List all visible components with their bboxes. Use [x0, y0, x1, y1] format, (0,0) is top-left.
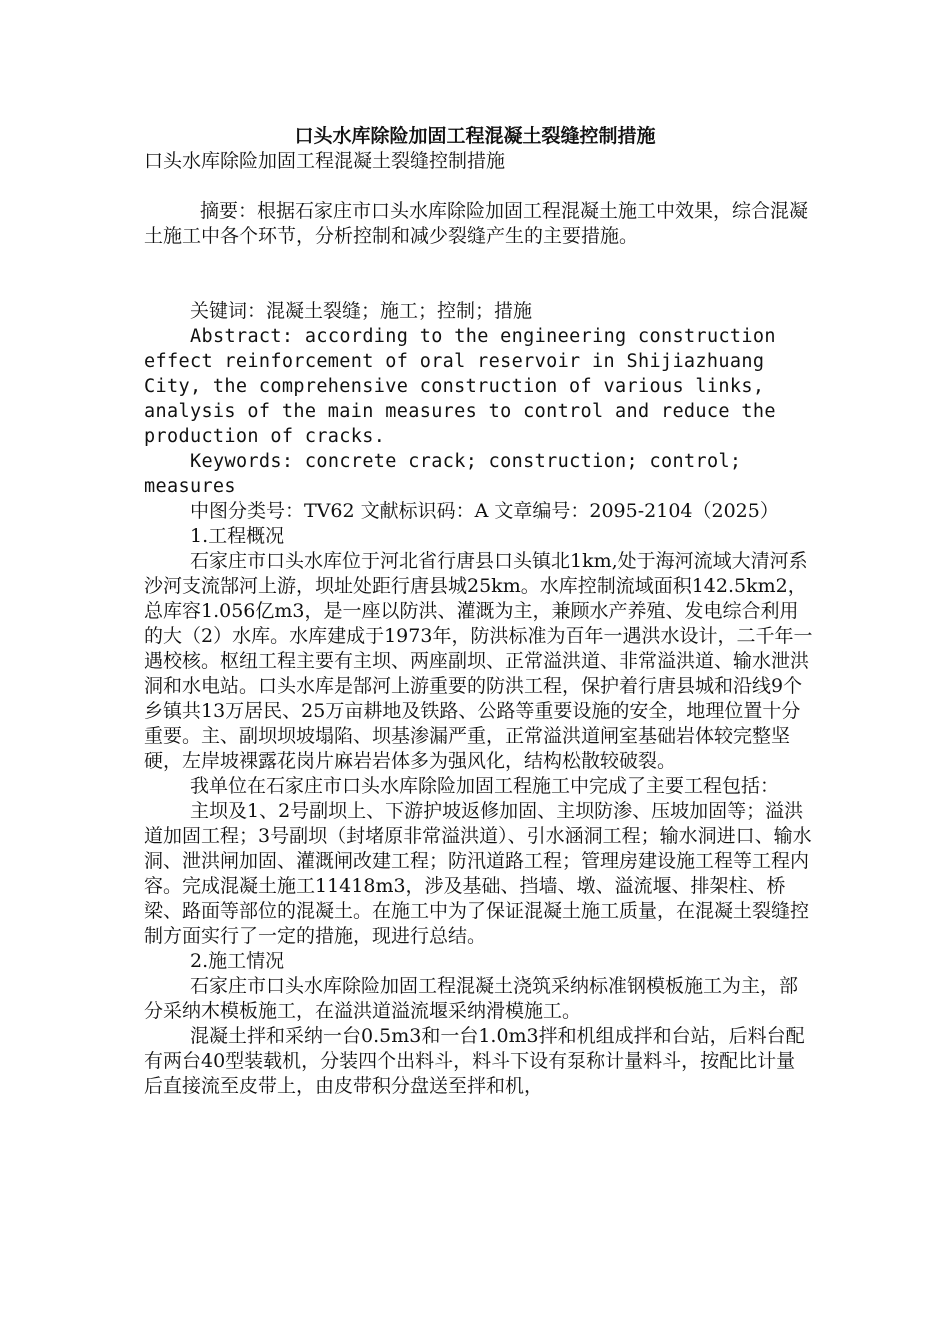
keywords-cn: 关键词：混凝土裂缝；施工；控制；措施 — [190, 300, 533, 322]
section-heading-2: 2.施工情况 — [190, 950, 285, 972]
document-subtitle: 口头水库除险加固工程混凝土裂缝控制措施 — [144, 150, 506, 172]
section1-paragraph-3: 主坝及1、2号副坝上、下游护坡返修加固、主坝防渗、压坡加固等；溢洪道加固工程；3号副坝（封堵原非常溢洪道）、引水涵洞工程；输水洞进口、输水洞、泄洪闸加固、灌溉闸改建工程；防汛道路工程；管理房建设施工程等工程内容。完成混凝土施工11418m3，涉及基础、挡墙、墩、溢流堰、排架柱、桥梁、路面等部位的混凝土。在施工中为了保证混凝土施工质量，在混凝土裂缝控制方面实行了一定的措施，现进行总结。 — [144, 800, 812, 947]
section1-paragraph-2: 我单位在石家庄市口头水库除险加固工程施工中完成了主要工程包括： — [190, 775, 780, 797]
section-heading-1: 1.工程概况 — [190, 525, 285, 547]
section1-paragraph-1: 石家庄市口头水库位于河北省行唐县口头镇北1km,处于海河流域大清河系沙河支流郜河上游，坝址处距行唐县城25km。水库控制流域面积142.5km2，总库容1.056亿m3，是一座以防洪、灌溉为主，兼顾水产养殖、发电综合利用的大（2）水库。水库建成于1973年，防洪标准为百年一遇洪水设计，二千年一遇校核。枢纽工程主要有主坝、两座副坝、正常溢洪道、非常溢洪道、输水泄洪洞和水电站。口头水库是郜河上游重要的防洪工程，保护着行唐县城和沿线9个乡镇共13万居民、25万亩耕地及铁路、公路等重要设施的安全，地理位置十分重要。主、副坝坝坡塌陷、坝基渗漏严重，正常溢洪道闸室基础岩体较完整坚硬，左岸坡裸露花岗片麻岩岩体多为强风化，结构松散较破裂。 — [144, 550, 813, 772]
document-body — [144, 149, 814, 1099]
section2-paragraph-2: 混凝土拌和采纳一台0.5m3和一台1.0m3拌和机组成拌和台站，后料台配有两台40型装载机，分装四个出料斗，料斗下设有泵称计量料斗，按配比计量后直接流至皮带上，由皮带积分盘送至拌和机， — [144, 1025, 805, 1097]
document-title: 口头水库除险加固工程混凝土裂缝控制措施 — [294, 125, 656, 147]
abstract-en: Abstract: according to the engineering construction effect reinforcement of oral reservoir in Shijiazhuang City, the comprehensive construction of various links, analysis of the main measures to control and reduce the production of cracks. — [144, 326, 776, 447]
section2-paragraph-1: 石家庄市口头水库除险加固工程混凝土浇筑采纳标准钢模板施工为主，部分采纳木模板施工，在溢洪道溢流堰采纳滑模施工。 — [144, 975, 799, 1022]
abstract-cn: 摘要：根据石家庄市口头水库除险加固工程混凝土施工中效果，综合混凝土施工中各个环节，分析控制和减少裂缝产生的主要措施。 — [144, 200, 809, 247]
keywords-en: Keywords: concrete crack; construction; control; measures — [144, 451, 742, 497]
classification-line: 中图分类号：TV62 文献标识码：A 文章编号：2095-2104（2025） — [190, 500, 779, 522]
